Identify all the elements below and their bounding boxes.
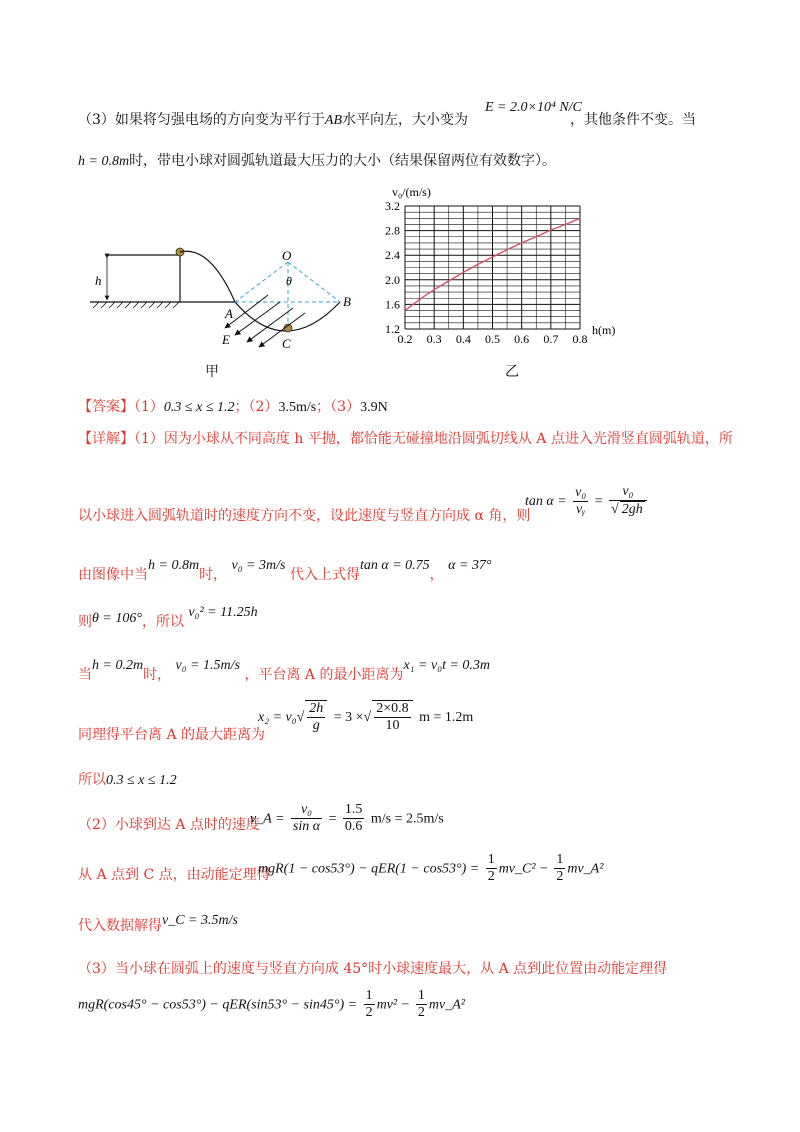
eq-x2: x₂ = v₀√ $\frac{2h}{g}$ = 3 ×√ $\frac{2\times 0.8}{10}$ m = 1.2m (258, 701, 474, 733)
question3-line1-tail: ，其他条件不变。当 (570, 112, 696, 128)
y-tick-label: 2.8 (385, 223, 400, 238)
x-tick-label: 0.7 (543, 332, 559, 346)
detail-line6: 同理得平台离 A 的最大距离为 (78, 727, 266, 743)
detail-line10: 代入数据解得v_C = 3.5m/s (78, 913, 238, 934)
eq-energy2: mgR(cos45° − cos53°) − qER(sin53° − sin45°) = $\frac{1}{2}$ mv² − $\frac{1}{2}$ mv_A² (78, 988, 465, 1020)
label-theta: θ (286, 274, 292, 288)
detail-line7: 所以0.3 ≤ x ≤ 1.2 (78, 772, 177, 788)
answer-line: 【答案】（1）0.3 ≤ x ≤ 1.2；（2）3.5m/s；（3）3.9N (78, 399, 388, 415)
chart-ticks (385, 199, 588, 346)
caption-jia: 甲 (205, 364, 219, 380)
x-tick-label: 0.2 (397, 332, 413, 346)
field-lines (225, 295, 305, 347)
chart-xlabel: h(m) (592, 323, 616, 337)
detail-line11: （3）当小球在圆弧上的速度与竖直方向成 45°时小球速度最大，从 A 点到此位置由动能定理得 (78, 961, 668, 977)
chart-ylabel: v₀/(m/s) (392, 185, 431, 199)
x-tick-label: 0.5 (485, 332, 500, 346)
detail-line3: 由图像中当h = 0.8m时， v₀ = 3m/s 代入上式得tan α = 0.75， α = 37° (78, 558, 492, 583)
detail-line5: 当h = 0.2m时， v₀ = 1.5m/s ，平台离 A 的最小距离为x₁ = v₀t = 0.3m (78, 658, 491, 683)
chart-grid (405, 206, 580, 329)
label-E: E (222, 332, 230, 347)
label-B: B (343, 294, 351, 309)
label-C: C (282, 336, 291, 351)
label-A: A (225, 306, 233, 321)
question3-field-value: E = 2.0×10⁴ N/C (485, 100, 582, 115)
x-tick-label: 0.3 (426, 332, 442, 346)
detail-line9: 从 A 点到 C 点，由动能定理得 (78, 867, 271, 883)
eq-vA: v_A = $\frac{\text{v₀}}{\text{sin α}}$ = $\frac{1.5}{0.6}$ m/s = 2.5m/s (250, 802, 444, 834)
x-tick-label: 0.8 (572, 332, 588, 346)
label-O: O (282, 248, 292, 263)
detail-line4: 则θ = 106°，所以 v₀² = 11.25h (78, 605, 258, 630)
x-tick-label: 0.4 (455, 332, 471, 346)
figure-jia (85, 240, 365, 380)
chart-yi (360, 184, 640, 354)
detail-line8: （2）小球到达 A 点时的速度 (78, 817, 260, 833)
ground-hatching (93, 302, 179, 308)
eq-energy1: mgR(1 − cos53°) − qER(1 − cos53°) = $\frac{1}{2}$ mv_C² − $\frac{1}{2}$ mv_A² (258, 852, 604, 884)
caption-yi: 乙 (505, 364, 519, 380)
y-tick-label: 1.2 (385, 322, 400, 336)
label-h: h (95, 273, 102, 288)
detail-line1: 【详解】（1）因为小球从不同高度 h 平抛，都恰能无碰撞地沿圆弧切线从 A 点进入光滑竖直圆弧轨道，所 (78, 431, 733, 447)
question3-line1: （3）如果将匀强电场的方向变为平行于AB水平向左，大小变为 (78, 112, 469, 128)
detail-line2: 以小球进入圆弧轨道时的速度方向不变，设此速度与竖直方向成 α 角，则 (78, 508, 531, 524)
eq-tan-alpha: tan α = $\frac{\text{v₀}}{\text{vᵧ}}$ = $\frac{\text{v₀}}{√ 2gh}$ (525, 484, 649, 518)
y-tick-label: 2.0 (385, 272, 400, 287)
y-tick-label: 2.4 (385, 248, 400, 263)
y-tick-label: 1.6 (385, 297, 400, 312)
y-tick-label: 3.2 (385, 199, 400, 213)
question3-line2: h = 0.8m时，带电小球对圆弧轨道最大压力的大小（结果保留两位有效数字）。 (78, 153, 557, 169)
x-tick-label: 0.6 (514, 332, 530, 346)
